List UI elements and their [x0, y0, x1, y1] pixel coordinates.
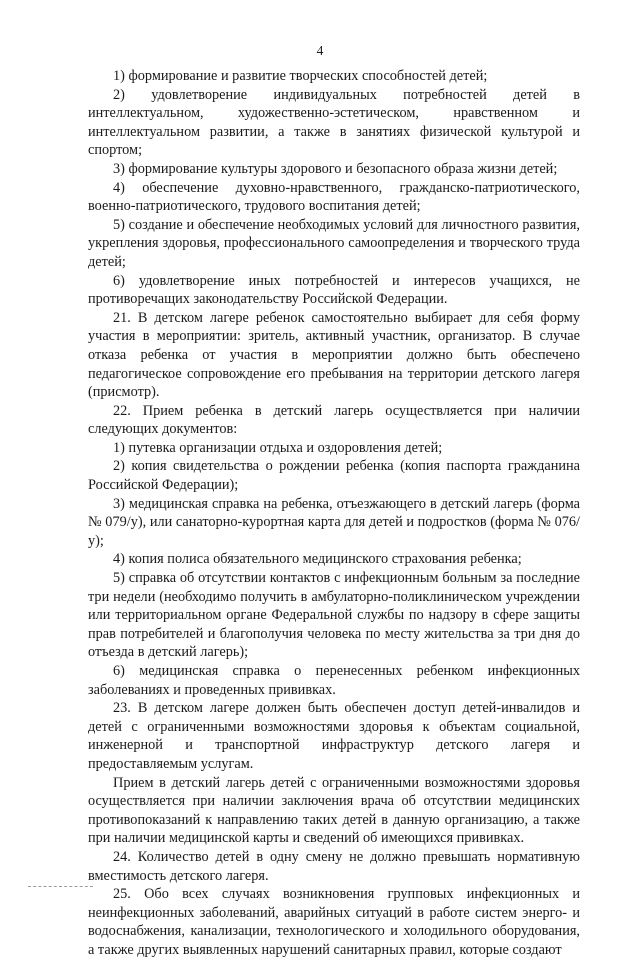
paragraph: 5) справка об отсутствии контактов с инфекционным больным за последние три недели (необходимо получить в амбулаторно-поликлиническом учреждении или территориальном органе Федеральной службы по надзору в сфере защиты прав потребителей и благополучия человека по месту жительства за три дня до отъезда в детский лагерь); — [88, 570, 580, 661]
paragraph: 6) удовлетворение иных потребностей и интересов учащихся, не противоречащих законодательству Российской Федерации. — [88, 272, 580, 308]
paragraph: 25. Обо всех случаях возникновения групповых инфекционных и неинфекционных заболеваний, аварийных ситуаций в работе систем энерго- и водоснабжения, канализации, технологического и холодильного оборудования, а также других выявленных нарушений санитарных правил, которые создают — [88, 886, 580, 958]
paragraph: 1) формирование и развитие творческих способностей детей; — [113, 68, 488, 84]
paragraph: 1) путевка организации отдыха и оздоровления детей; — [113, 439, 443, 456]
paragraph: 2) удовлетворение индивидуальных потребностей детей в интеллектуальном, художественно-эстетическом, нравственном и интеллектуальном развитии, а также в занятиях физической культурой и спортом; — [88, 86, 580, 159]
paragraph: 2) копия свидетельства о рождении ребенка (копия паспорта гражданина Российской Федерации); — [88, 458, 580, 494]
paragraph: 24. Количество детей в одну смену не должно превышать нормативную вместимость детского лагеря. — [88, 848, 580, 884]
paragraph: 23. В детском лагере должен быть обеспечен доступ детей-инвалидов и детей с ограниченными возможностями здоровья к объектам социальной, инженерной и транспортной инфраструктур детского лагеря и предоставляемым услугам. — [88, 700, 580, 772]
page-number: 4 — [316, 43, 324, 58]
paragraph: 4) обеспечение духовно-нравственного, гражданско-патриотического, военно-патриотического, трудового воспитания детей; — [88, 179, 580, 215]
paragraph: 3) медицинская справка на ребенка, отъезжающего в детский лагерь (форма № 079/у), или санаторно-курортная карта для детей и подростков (форма № 076/у); — [88, 495, 580, 549]
paragraph: 6) медицинская справка о перенесенных ребенком инфекционных заболеваниях и проведенных прививках. — [88, 663, 580, 698]
footnote-divider — [28, 886, 93, 887]
paragraph: 4) копия полиса обязательного медицинского страхования ребенка; — [113, 551, 522, 568]
paragraph: 21. В детском лагере ребенок самостоятельно выбирает для себя форму участия в мероприятии: зритель, активный участник, организатор. В случае отказа ребенка от участия в мероприятии должно быть обеспечено педагогическое сопровождение его пребывания на территории детского лагеря (присмотр). — [88, 309, 580, 401]
paragraph: 22. Прием ребенка в детский лагерь осуществляется при наличии следующих документов: — [88, 402, 580, 438]
paragraph: Прием в детский лагерь детей с ограниченными возможностями здоровья осуществляется при наличии заключения врача об отсутствии медицинских противопоказаний к направлению таких детей в данную организацию, а также при наличии медицинской карты и сведений об имеющихся прививках. — [88, 774, 580, 847]
paragraph: 5) создание и обеспечение необходимых условий для личностного развития, укрепления здоровья, профессионального самоопределения и творческого труда детей; — [88, 216, 580, 270]
paragraph: 3) формирование культуры здорового и безопасного образа жизни детей; — [113, 160, 558, 177]
document-body — [88, 67, 580, 960]
